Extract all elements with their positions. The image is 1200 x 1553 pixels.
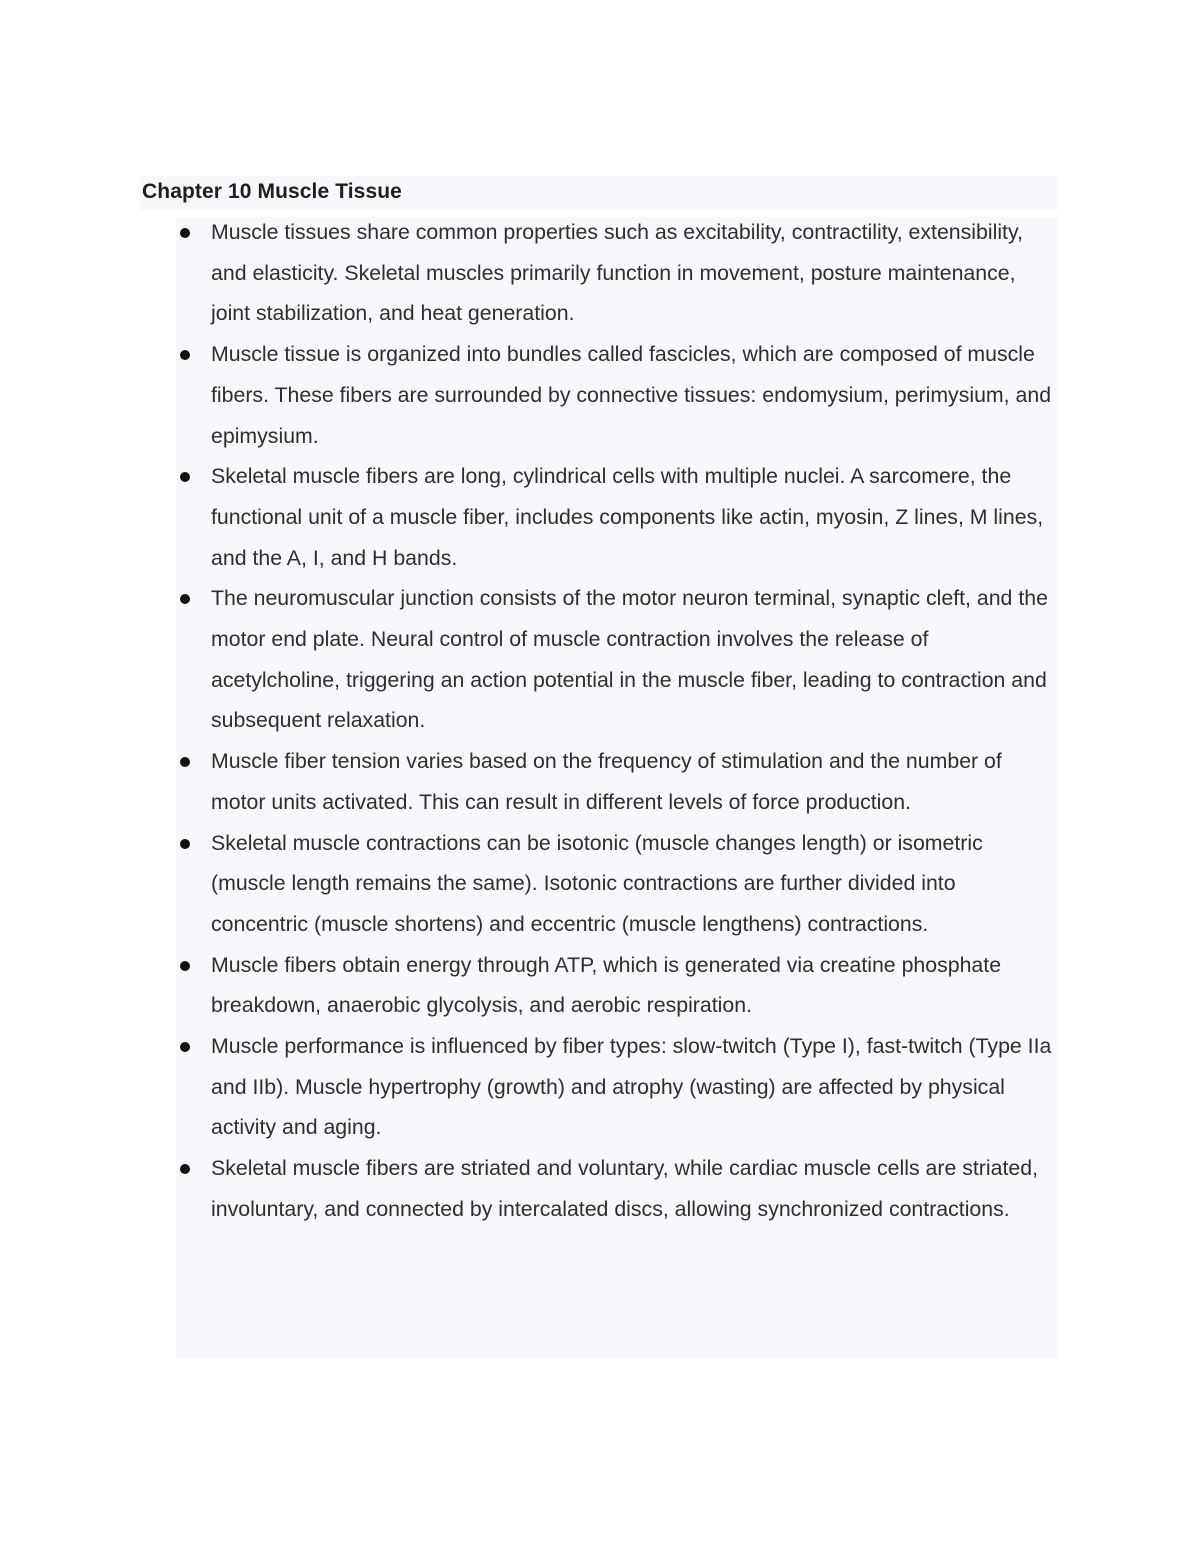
list-item bbox=[176, 1148, 1058, 1229]
list-item-text: Skeletal muscle fibers are long, cylindrical cells with multiple nuclei. A sarcomere, the functional unit of a muscle fiber, includes components like actin, myosin, Z lines, M lines, and the A, I, and H bands. bbox=[211, 464, 1044, 570]
list-item-text: Muscle tissue is organized into bundles called fascicles, which are composed of muscle fibers. These fibers are surrounded by connective tissues: endomysium, perimysium, and epimysium. bbox=[211, 342, 1052, 448]
bullet-dot-icon bbox=[180, 472, 190, 482]
list-item bbox=[176, 823, 1058, 945]
bullet-dot-icon bbox=[180, 839, 190, 849]
list-item bbox=[176, 741, 1058, 822]
bullet-dot-icon bbox=[180, 350, 190, 360]
list-item bbox=[176, 212, 1058, 334]
list-item-text: Skeletal muscle fibers are striated and voluntary, while cardiac muscle cells are striated, involuntary, and connected by intercalated discs, allowing synchronized contractions. bbox=[211, 1156, 1038, 1221]
list-item bbox=[176, 456, 1058, 578]
bullet-dot-icon bbox=[180, 1042, 190, 1052]
page-title: Chapter 10 Muscle Tissue bbox=[142, 180, 402, 203]
list-item bbox=[176, 578, 1058, 741]
list-item bbox=[176, 334, 1058, 456]
bullet-dot-icon bbox=[180, 228, 190, 238]
list-item-text: Muscle fibers obtain energy through ATP, which is generated via creatine phosphate breakdown, anaerobic glycolysis, and aerobic respiration. bbox=[211, 952, 1002, 1018]
list-item bbox=[176, 945, 1058, 1026]
list-item-text: Muscle performance is influenced by fiber types: slow-twitch (Type I), fast-twitch (Type IIa and IIb). Muscle hypertrophy (growth) and atrophy (wasting) are affected by physical activity and aging. bbox=[211, 1034, 1052, 1140]
bullet-dot-icon bbox=[180, 594, 190, 604]
bullet-dot-icon bbox=[180, 961, 190, 971]
bullet-dot-icon bbox=[180, 757, 190, 767]
list-item-text: Muscle tissues share common properties such as excitability, contractility, extensibility, and elasticity. Skeletal muscles primarily function in movement, posture maintenance, joint stabilization, and heat generation. bbox=[211, 220, 1023, 326]
list-item-text: Muscle fiber tension varies based on the frequency of stimulation and the number of motor units activated. This can result in different levels of force production. bbox=[211, 749, 1002, 814]
list-item bbox=[176, 1026, 1058, 1148]
list-item-text: Skeletal muscle contractions can be isotonic (muscle changes length) or isometric (muscle length remains the same). Isotonic contractions are further divided into concentric (muscle shortens) and eccentric (muscle lengthens) contractions. bbox=[211, 830, 983, 936]
bullet-list bbox=[176, 212, 1058, 1230]
list-item-text: The neuromuscular junction consists of the motor neuron terminal, synaptic cleft, and the motor end plate. Neural control of muscle contraction involves the release of acetylcholine, triggering an action potential in the muscle fiber, leading to contraction and subsequent relaxation. bbox=[211, 586, 1048, 733]
bullet-dot-icon bbox=[180, 1164, 190, 1174]
